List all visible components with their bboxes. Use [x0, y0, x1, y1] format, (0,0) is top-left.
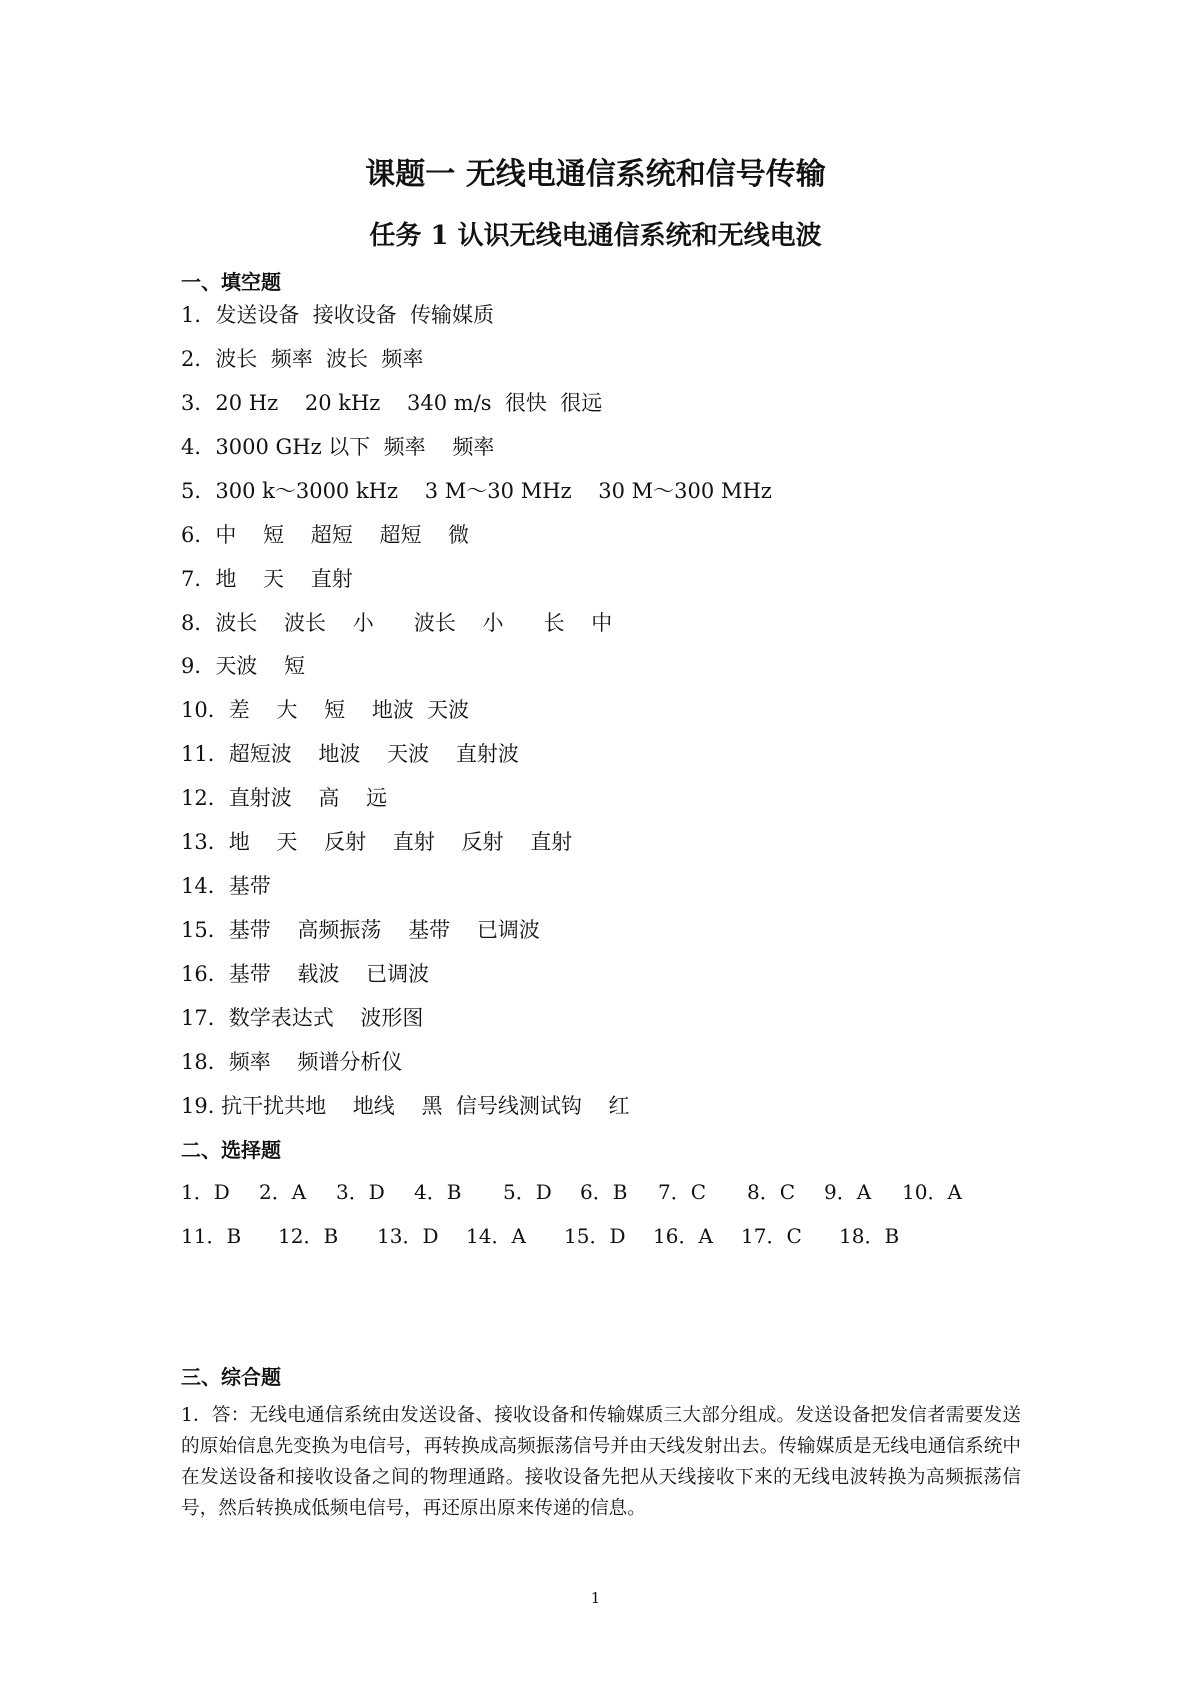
fill-in-answer-16: 16．基带 载波 已调波 [181, 962, 430, 986]
fill-in-answer-1: 1．发送设备 接收设备 传输媒质 [181, 303, 495, 327]
fill-in-answer-19: 19. 抗干扰共地 地线 黑 信号线测试钩 红 [181, 1094, 630, 1118]
fill-in-answer-4: 4．3000 GHz 以下 频率 频率 [181, 435, 495, 459]
choice-answer-9: 9．A [824, 1180, 872, 1204]
choice-answer-8: 8．C [747, 1180, 796, 1204]
fill-in-answer-11: 11．超短波 地波 天波 直射波 [181, 742, 519, 766]
choice-answer-13: 13．D [377, 1224, 439, 1248]
choice-answer-7: 7．C [658, 1180, 707, 1204]
choice-answer-10: 10．A [902, 1180, 962, 1204]
fill-in-answer-12: 12．直射波 高 远 [181, 786, 388, 810]
choice-answer-2: 2．A [259, 1180, 307, 1204]
fill-in-answer-8: 8．波长 波长 小 波长 小 长 中 [181, 611, 613, 635]
choice-answer-15: 15．D [564, 1224, 626, 1248]
fill-in-answer-14: 14．基带 [181, 874, 271, 898]
fill-in-answer-2: 2．波长 频率 波长 频率 [181, 347, 424, 371]
choice-answer-16: 16．A [653, 1224, 713, 1248]
choice-answers-row-1 [181, 1177, 981, 1207]
choice-answers-row-2 [181, 1221, 981, 1251]
page-number: 1 [590, 1589, 601, 1607]
choice-answer-4: 4．B [414, 1180, 462, 1204]
fill-in-answer-10: 10．差 大 短 地波 天波 [181, 698, 470, 722]
fill-in-answer-9: 9．天波 短 [181, 654, 306, 678]
choice-answer-1: 1．D [181, 1180, 230, 1204]
comprehensive-answer-1: 1．答：无线电通信系统由发送设备、接收设备和传输媒质三大部分组成。发送设备把发信者需要发送的原始信息先变换为电信号，再转换成高频振荡信号并由天线发射出去。传输媒质是无线电通信系统中在发送设备和接收设备之间的物理通路。接收设备先把从天线接收下来的无线电波转换为高频振荡信号，然后转换成低频电信号，再还原出原来传递的信息。 [181, 1405, 1021, 1519]
fill-in-answer-6: 6．中 短 超短 超短 微 [181, 523, 470, 547]
choice-answer-3: 3．D [336, 1180, 385, 1204]
section-heading-comprehensive: 三、综合题 [181, 1365, 281, 1389]
choice-answer-11: 11．B [181, 1224, 242, 1248]
fill-in-answer-18: 18．频率 频谱分析仪 [181, 1050, 403, 1074]
fill-in-answer-5: 5．300 k～3000 kHz 3 M～30 MHz 30 M～300 MHz [181, 479, 772, 503]
choice-answer-17: 17．C [741, 1224, 802, 1248]
choice-answer-5: 5．D [503, 1180, 552, 1204]
fill-in-answer-15: 15．基带 高频振荡 基带 已调波 [181, 918, 540, 942]
choice-answer-12: 12．B [278, 1224, 339, 1248]
page-title: 课题一 无线电通信系统和信号传输 [365, 157, 826, 192]
choice-answer-6: 6．B [580, 1180, 628, 1204]
section-heading-choice: 二、选择题 [181, 1138, 281, 1162]
fill-in-answer-13: 13．地 天 反射 直射 反射 直射 [181, 830, 573, 854]
fill-in-answer-17: 17．数学表达式 波形图 [181, 1006, 424, 1030]
fill-in-answer-7: 7．地 天 直射 [181, 567, 353, 591]
fill-in-answer-3: 3．20 Hz 20 kHz 340 m/s 很快 很远 [181, 391, 603, 415]
task-subtitle: 任务 1 认识无线电通信系统和无线电波 [369, 221, 822, 251]
choice-answer-18: 18．B [839, 1224, 900, 1248]
section-heading-fill-in: 一、填空题 [181, 270, 281, 294]
choice-answer-14: 14．A [466, 1224, 526, 1248]
